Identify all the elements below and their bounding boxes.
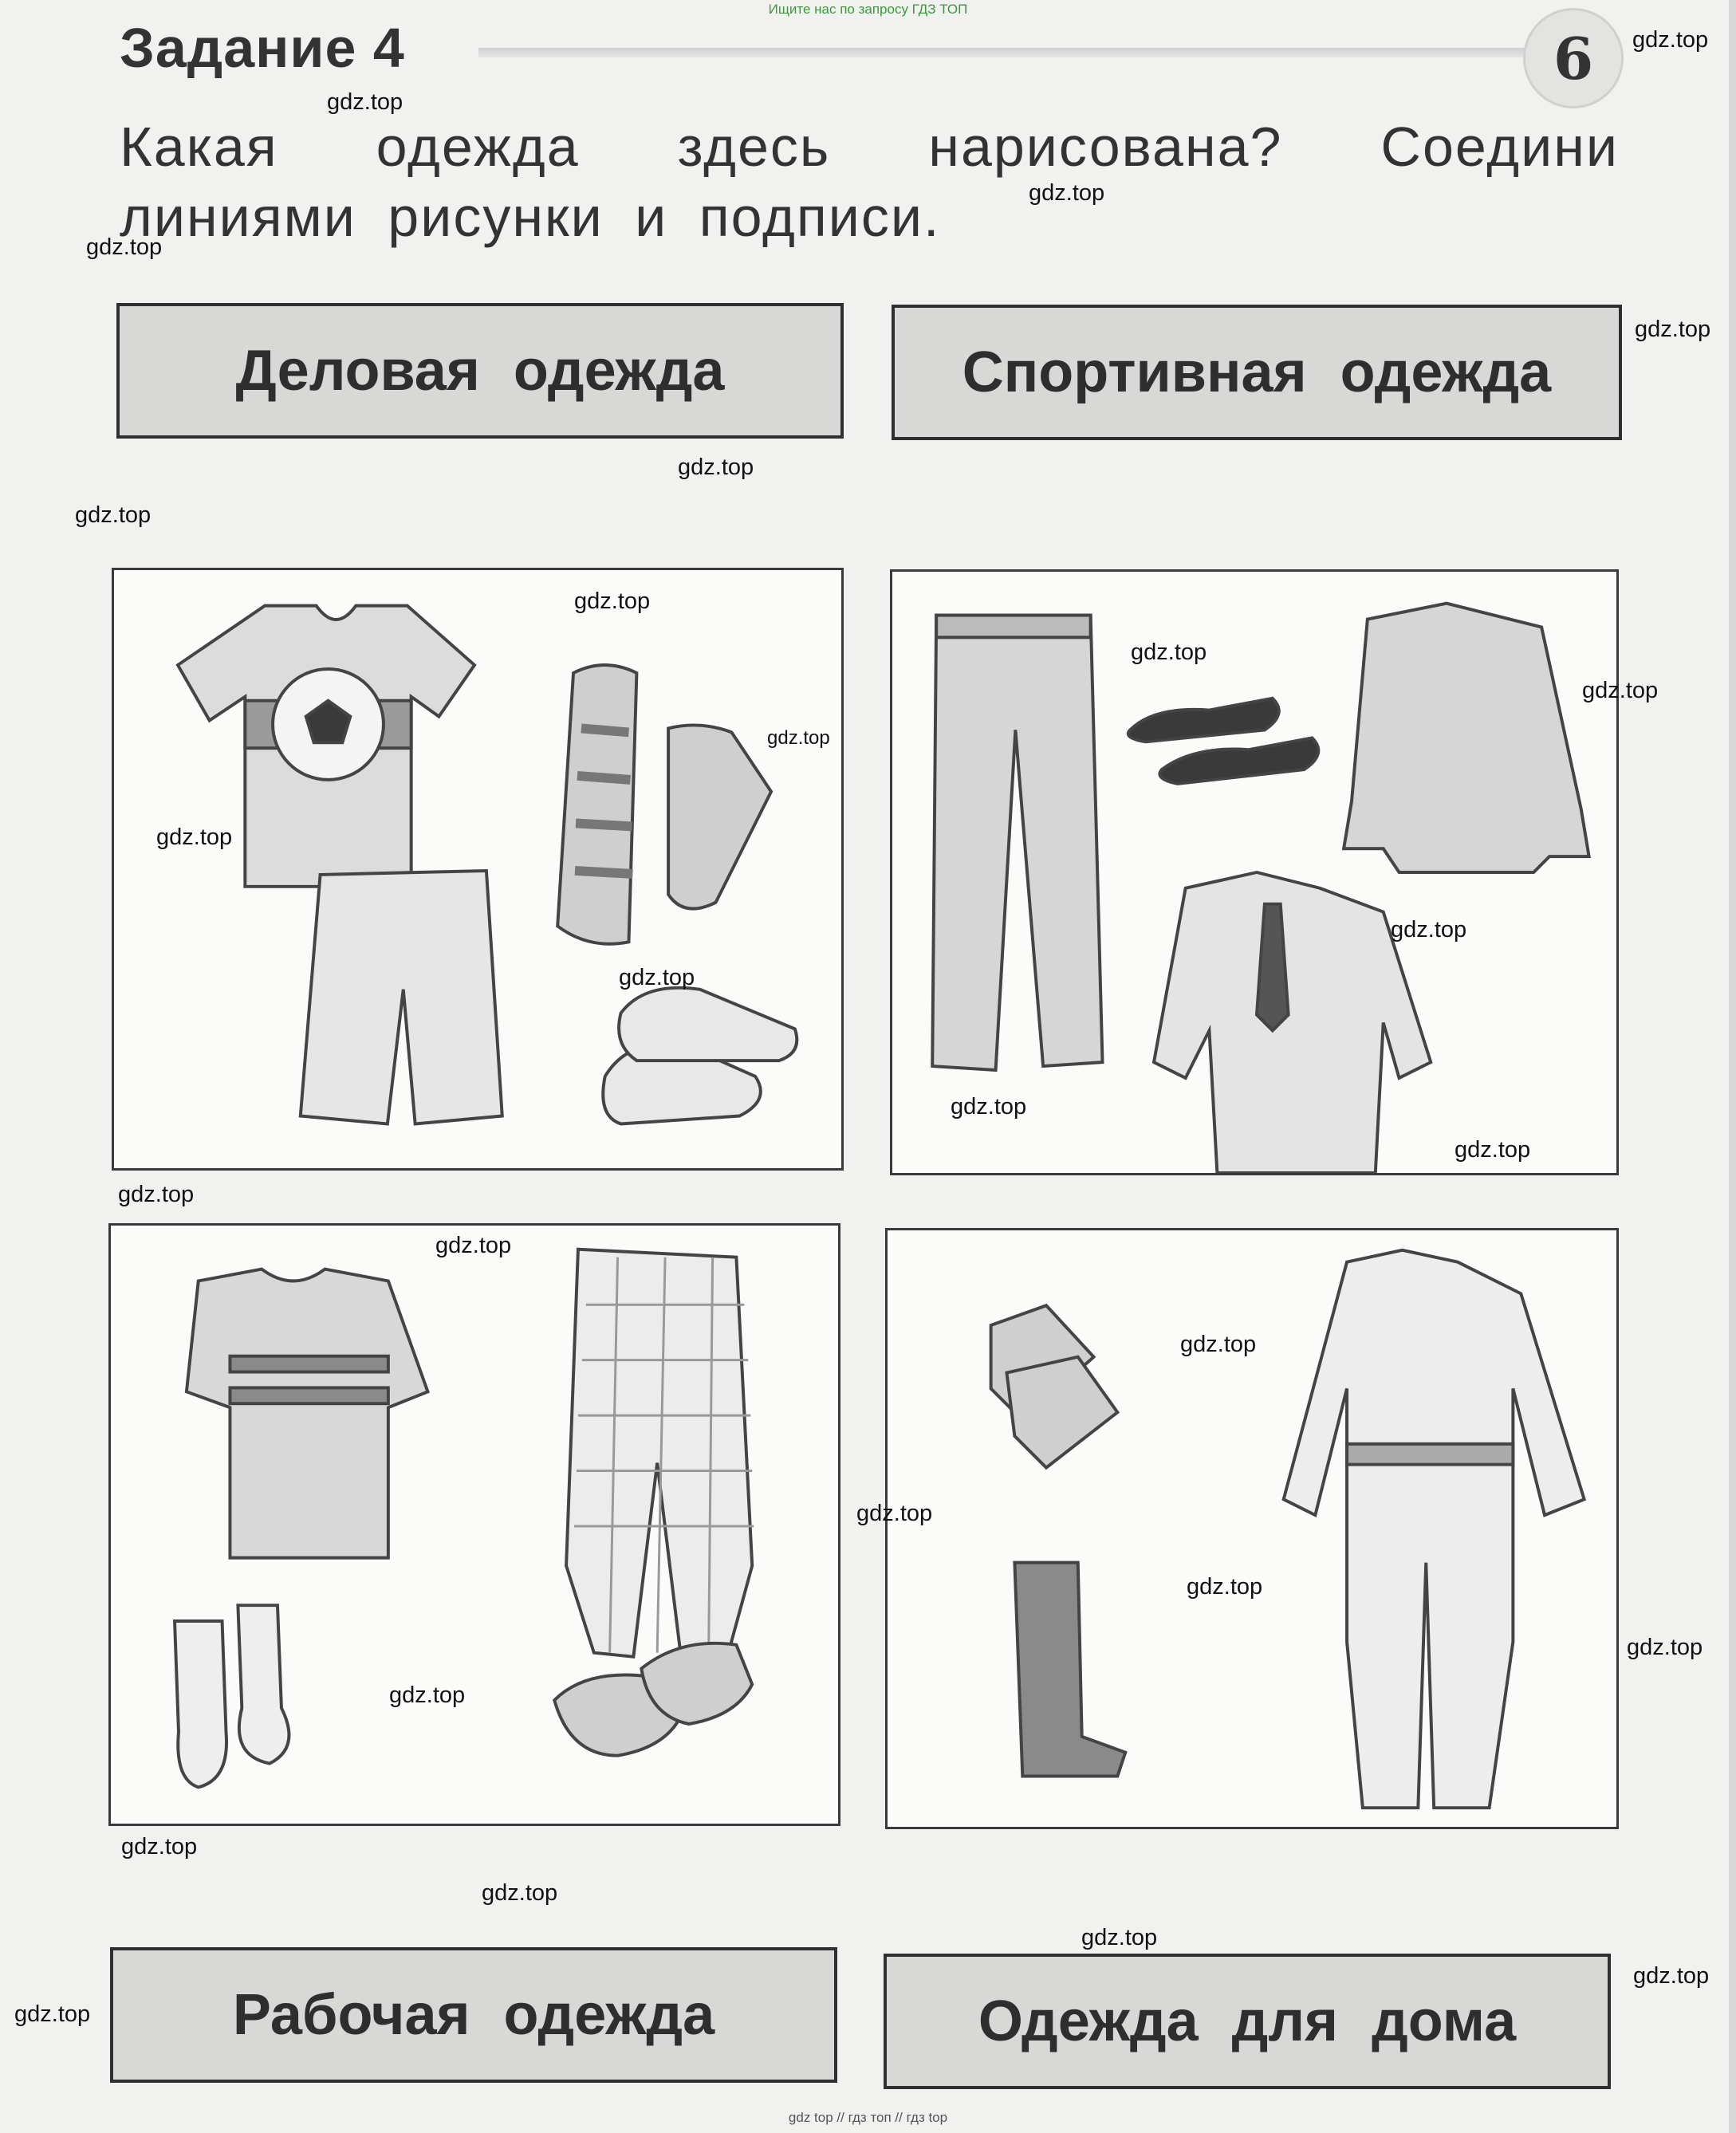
business-items-illustration xyxy=(892,572,1616,1173)
label-home-clothes[interactable]: Одежда для дома xyxy=(884,1954,1611,2089)
label-sport-clothes[interactable]: Спортивная одежда xyxy=(892,305,1622,440)
watermark: gdz.top xyxy=(75,502,152,528)
watermark: gdz.top xyxy=(86,234,163,260)
top-banner: Ищите нас по запросу ГДЗ ТОП xyxy=(768,2,968,17)
watermark: gdz.top xyxy=(856,1501,933,1526)
instruction-text: Какая одежда здесь нарисована? Соедини линиями рисунки и подписи. xyxy=(120,116,1619,248)
panel-sport-items[interactable] xyxy=(112,568,844,1171)
socks xyxy=(175,1621,226,1787)
watermark: gdz.top xyxy=(435,1233,512,1258)
watermark: gdz.top xyxy=(1633,1963,1710,1989)
coverall xyxy=(1284,1250,1584,1808)
label-work-clothes[interactable]: Рабочая одежда xyxy=(110,1947,837,2083)
watermark: gdz.top xyxy=(118,1182,195,1207)
page-number: 6 xyxy=(1523,8,1624,108)
rubber-boots xyxy=(1014,1563,1125,1777)
watermark: gdz.top xyxy=(14,2001,91,2027)
watermark: gdz.top xyxy=(1635,317,1711,342)
trousers xyxy=(932,616,1102,1070)
shorts xyxy=(301,871,502,1124)
watermark: gdz.top xyxy=(1131,640,1207,665)
shirt-with-tie xyxy=(1154,872,1431,1173)
task-title: Задание 4 xyxy=(120,17,405,79)
watermark: gdz.top xyxy=(1187,1574,1263,1600)
watermark: gdz.top xyxy=(951,1094,1027,1120)
watermark: gdz.top xyxy=(389,1682,466,1708)
page-edge xyxy=(1729,0,1736,2133)
shoes xyxy=(1128,699,1279,742)
title-rule xyxy=(478,48,1531,57)
jacket xyxy=(1344,604,1589,872)
watermark: gdz.top xyxy=(1180,1332,1257,1357)
watermark: gdz.top xyxy=(619,965,695,990)
t-shirt xyxy=(187,1269,428,1558)
panel-work-items[interactable] xyxy=(885,1228,1619,1829)
watermark: gdz.top xyxy=(1632,27,1709,53)
leg-warmers xyxy=(557,665,636,944)
watermark: gdz.top xyxy=(574,588,651,614)
watermark: gdz.top xyxy=(327,89,403,115)
panel-home-items[interactable] xyxy=(108,1223,840,1826)
watermark: gdz.top xyxy=(156,824,233,850)
work-items-illustration xyxy=(888,1230,1616,1827)
watermark: gdz.top xyxy=(1627,1635,1703,1660)
watermark: gdz.top xyxy=(1391,917,1467,943)
sport-items-illustration xyxy=(114,570,841,1168)
panel-business-items[interactable] xyxy=(890,569,1619,1175)
watermark: gdz.top xyxy=(678,455,754,480)
watermark: gdz.top xyxy=(1029,180,1105,206)
watermark: gdz.top xyxy=(1582,678,1659,703)
footer: gdz top // гдз топ // гдз top xyxy=(788,2110,948,2125)
watermark: gdz.top xyxy=(482,1880,558,1906)
watermark: gdz.top xyxy=(767,727,830,749)
watermark: gdz.top xyxy=(1081,1925,1158,1950)
home-items-illustration xyxy=(111,1226,838,1824)
watermark: gdz.top xyxy=(1455,1137,1531,1163)
label-business-clothes[interactable]: Деловая одежда xyxy=(116,303,844,439)
watermark: gdz.top xyxy=(121,1834,198,1859)
